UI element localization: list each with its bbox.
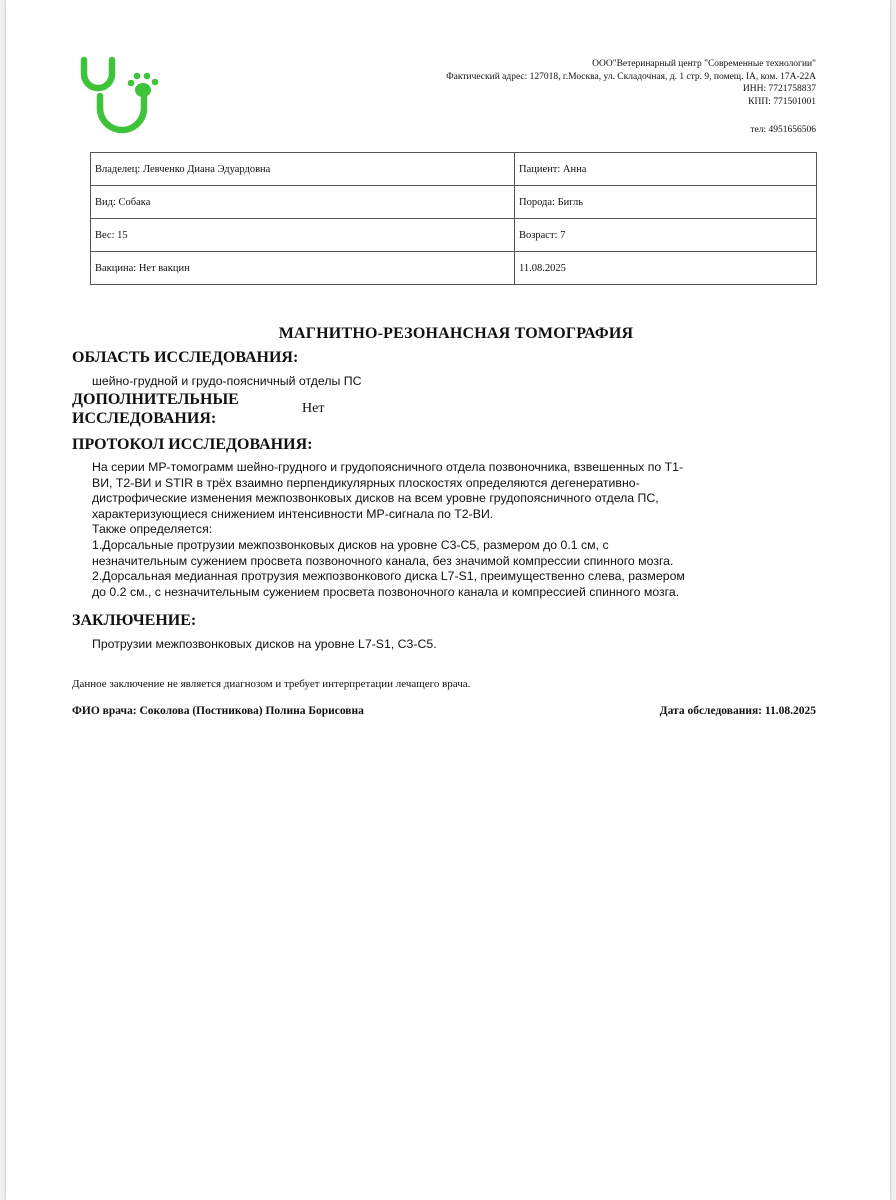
protocol-line: 2.Дорсальная медианная протрузия межпозвонкового диска L7-S1, преимущественно слева, размером (92, 569, 685, 584)
vet-clinic-logo (78, 52, 168, 136)
clinic-phone: тел: 4951656506 (750, 125, 816, 135)
table-row (91, 219, 817, 252)
protocol-line: На серии МР-томограмм шейно-грудного и грудопоясничного отдела позвоночника, взвешенных по Т1- (92, 460, 684, 474)
area-text: шейно-грудной и грудо-поясничный отделы ПС (92, 374, 362, 388)
protocol-line: дистрофические изменения межпозвонковых дисков на всем уровне грудопоясничного отдела ПС, (92, 491, 659, 506)
clinic-address: Фактический адрес: 127018, г.Москва, ул. Складочная, д. 1 стр. 9, помещ. IА, ком. 17А-22А (446, 71, 816, 82)
extra-heading-line1: ДОПОЛНИТЕЛЬНЫЕ (72, 391, 239, 408)
protocol-text (92, 460, 832, 600)
table-row (91, 252, 817, 285)
clinic-inn: ИНН: 7721758837 (742, 84, 816, 95)
document-page (6, 0, 890, 1200)
disclaimer: Данное заключение не является диагнозом и требует интерпретации лечащего врача. (72, 678, 471, 690)
paw-icon (128, 73, 159, 97)
clinic-kpp: КПП: 771501001 (748, 96, 816, 107)
weight-cell: Вес: 15 (91, 219, 515, 252)
table-row (91, 153, 817, 186)
date-cell: 11.08.2025 (515, 252, 817, 285)
conclusion-heading: ЗАКЛЮЧЕНИЕ: (72, 612, 197, 629)
protocol-heading: ПРОТОКОЛ ИССЛЕДОВАНИЯ: (72, 436, 313, 453)
vaccine-cell: Вакцина: Нет вакцин (91, 252, 515, 285)
protocol-line: незначительным сужением просвета позвоночного канала, без значимой компрессии спинного мозга. (92, 553, 674, 568)
clinic-name: ООО"Ветеринарный центр "Современные технологии" (592, 59, 816, 69)
owner-cell: Владелец: Левченко Диана Эдуардовна (91, 153, 515, 186)
age-cell: Возраст: 7 (515, 219, 817, 252)
document-title: МАГНИТНО-РЕЗОНАНСНАЯ ТОМОГРАФИЯ (278, 325, 634, 342)
protocol-line: Также определяется: (92, 522, 213, 537)
area-heading: ОБЛАСТЬ ИССЛЕДОВАНИЯ: (72, 349, 299, 366)
breed-cell: Порода: Бигль (515, 186, 817, 219)
doctor-name: ФИО врача: Соколова (Постникова) Полина Борисовна (72, 705, 364, 717)
exam-date: Дата обследования: 11.08.2025 (659, 705, 816, 717)
extra-value: Нет (302, 401, 325, 416)
patient-info-table (90, 152, 817, 285)
protocol-line: ВИ, Т2-ВИ и STIR в трёх взаимно перпендикулярных плоскостях определяются дегенеративно- (92, 475, 640, 490)
species-cell: Вид: Собака (91, 186, 515, 219)
patient-cell: Пациент: Анна (515, 153, 817, 186)
protocol-line: до 0.2 см., с незначительным сужением просвета позвоночного канала и компрессией спинного мозга. (92, 584, 680, 599)
extra-heading-line2: ИССЛЕДОВАНИЯ: (72, 410, 217, 427)
table-row (91, 186, 817, 219)
conclusion-text: Протрузии межпозвонковых дисков на уровне L7-S1, С3-С5. (92, 637, 437, 651)
clinic-header (296, 58, 816, 108)
protocol-line: 1.Дорсальные протрузии межпозвонковых дисков на уровне С3-С5, размером до 0.1 см, с (92, 537, 609, 552)
protocol-line: характеризующиеся снижением интенсивности МР-сигнала по Т2-ВИ. (92, 506, 494, 521)
